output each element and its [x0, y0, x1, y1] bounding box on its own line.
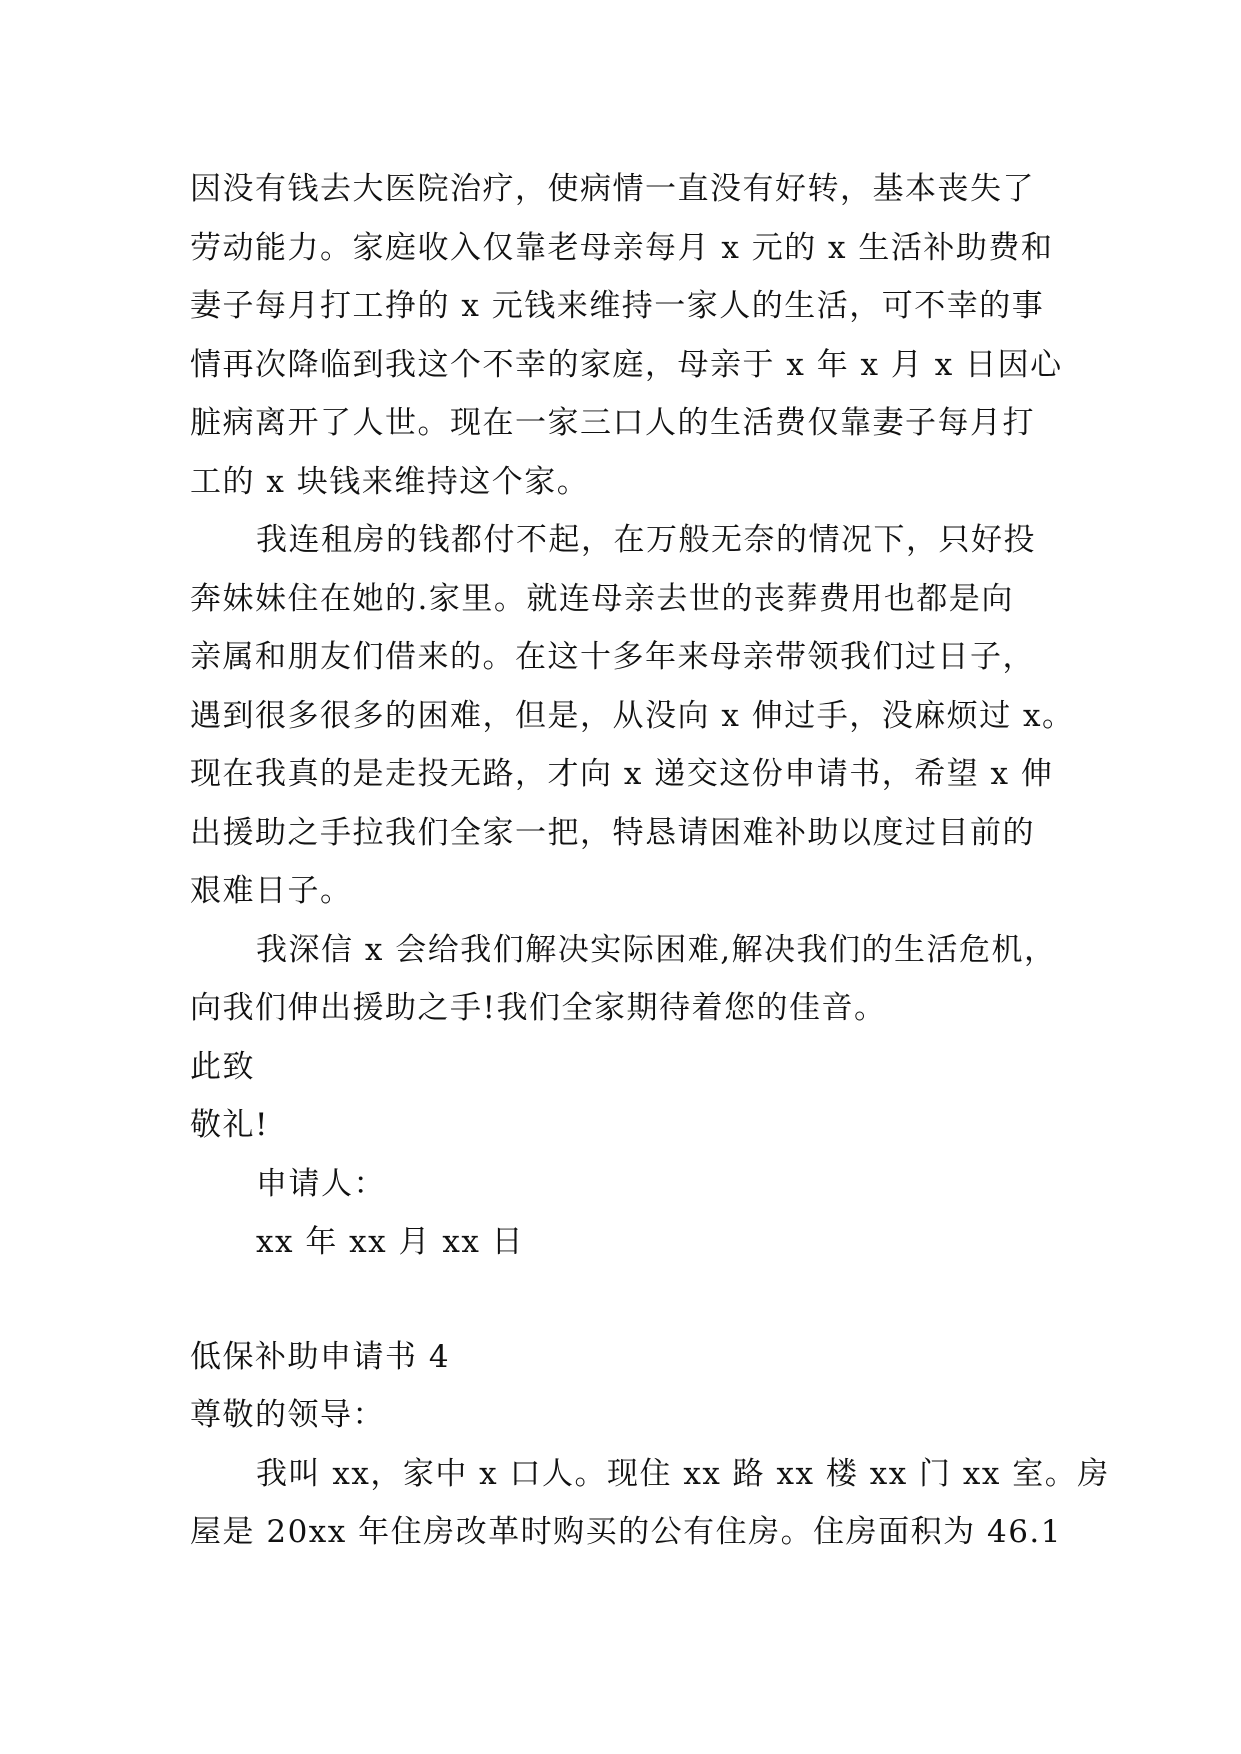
text-line: 奔妹妹住在她的.家里。就连母亲去世的丧葬费用也都是向	[190, 580, 1014, 617]
paragraph-first-line: 我深信 x 会给我们解决实际困难,解决我们的生活危机，	[256, 931, 1057, 968]
text-line: 亲属和朋友们借来的。在这十多年来母亲带领我们过日子，	[190, 639, 1035, 675]
text-line: 工的 x 块钱来维持这个家。	[190, 463, 590, 500]
document-body	[190, 160, 1110, 1562]
text-line: 脏病离开了人世。现在一家三口人的生活费仅靠妻子每月打	[190, 405, 1035, 441]
text-line: 现在我真的是走投无路，才向 x 递交这份申请书，希望 x 伸	[190, 756, 1054, 792]
letter-continuation	[190, 160, 1090, 1272]
text-line: 情再次降临到我这个不幸的家庭，母亲于 x 年 x 月 x 日因心	[190, 346, 1063, 383]
salutation: 尊敬的领导：	[190, 1397, 385, 1433]
applicant-label: 申请人：	[256, 1165, 386, 1202]
paragraph-first-line: 我连租房的钱都付不起，在万般无奈的情况下，只好投	[256, 522, 1036, 558]
closing-salute: 敬礼!	[190, 1107, 269, 1143]
paragraph-first-line: 我叫 xx，家中 x 口人。现住 xx 路 xx 楼 xx 门 xx 室。房	[256, 1455, 1110, 1492]
next-letter	[190, 1328, 1110, 1562]
text-line: 遇到很多很多的困难，但是，从没向 x 伸过手，没麻烦过 x。	[190, 697, 1075, 734]
section-title: 低保补助申请书 4	[190, 1338, 451, 1375]
signature-date: xx 年 xx 月 xx 日	[256, 1224, 525, 1260]
text-line: 妻子每月打工挣的 x 元钱来维持一家人的生活，可不幸的事	[190, 288, 1045, 324]
text-line: 屋是 20xx 年住房改革时购买的公有住房。住房面积为 46.1	[190, 1514, 1062, 1550]
text-line: 因没有钱去大医院治疗，使病情一直没有好转，基本丧失了	[190, 171, 1035, 207]
text-line: 出援助之手拉我们全家一把，特恳请困难补助以度过目前的	[190, 814, 1035, 851]
text-line: 艰难日子。	[190, 873, 353, 909]
text-line: 劳动能力。家庭收入仅靠老母亲每月 x 元的 x 生活补助费和	[190, 229, 1054, 266]
text-line: 向我们伸出援助之手!我们全家期待着您的佳音。	[190, 990, 887, 1026]
closing-phrase: 此致	[190, 1048, 255, 1085]
